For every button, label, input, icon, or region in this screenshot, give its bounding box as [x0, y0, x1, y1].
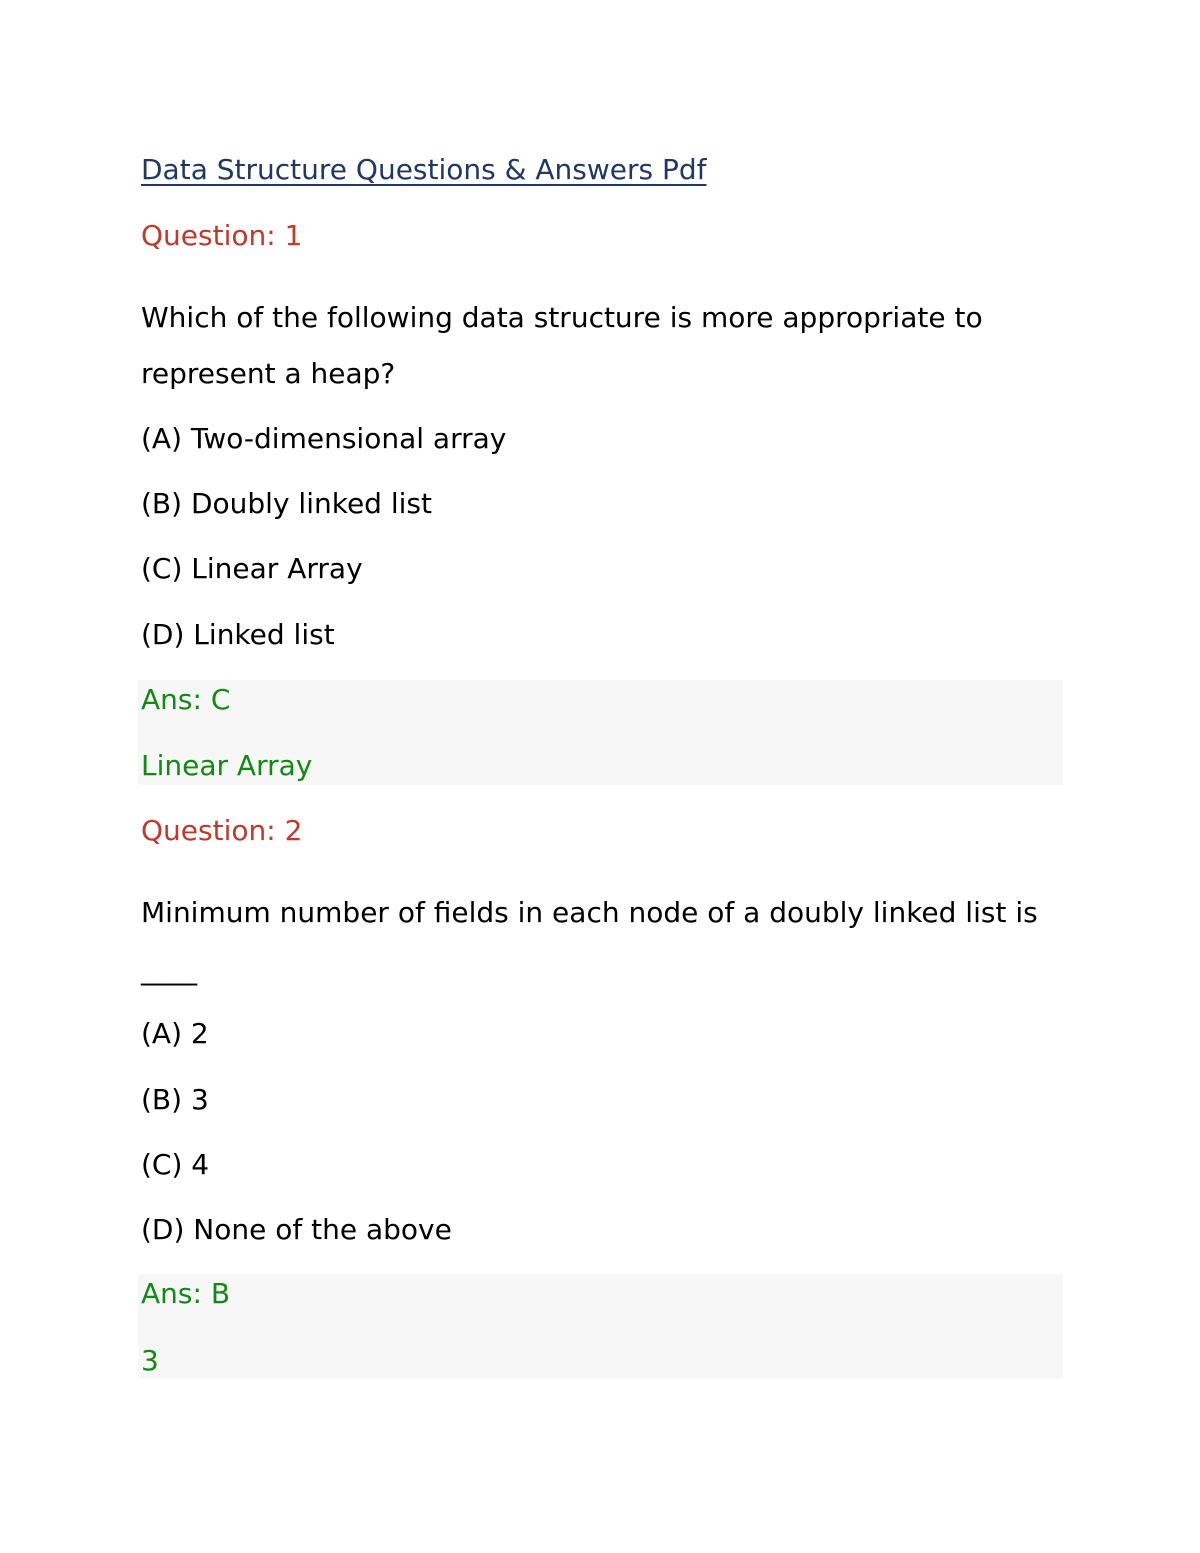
question-1-option-d: (D) Linked list [141, 618, 335, 651]
question-1-text-line-1: Which of the following data structure is more appropriate to [141, 301, 983, 334]
question-2-text-line-1: Minimum number of fields in each node of a doubly linked list is [141, 896, 1038, 929]
question-1-text-line-2: represent a heap? [141, 357, 396, 390]
question-1-option-a: (A) Two-dimensional array [141, 422, 507, 455]
question-2-label: Question: 2 [141, 814, 303, 847]
question-2-text-line-2: ____ [141, 953, 197, 986]
question-1-option-b: (B) Doubly linked list [141, 487, 432, 520]
question-2-answer-detail: 3 [141, 1344, 159, 1377]
question-1-answer: Ans: C [141, 683, 231, 716]
question-2-answer: Ans: B [141, 1277, 231, 1310]
question-1-label: Question: 1 [141, 219, 303, 252]
document-title-link[interactable]: Data Structure Questions & Answers Pdf [141, 153, 707, 186]
question-1-answer-detail: Linear Array [141, 749, 313, 782]
question-2-answer-box [138, 1274, 1063, 1379]
question-2-option-a: (A) 2 [141, 1017, 209, 1050]
question-2-option-d: (D) None of the above [141, 1213, 452, 1246]
question-1-option-c: (C) Linear Array [141, 552, 363, 585]
question-2-option-c: (C) 4 [141, 1148, 210, 1181]
question-2-option-b: (B) 3 [141, 1083, 209, 1116]
